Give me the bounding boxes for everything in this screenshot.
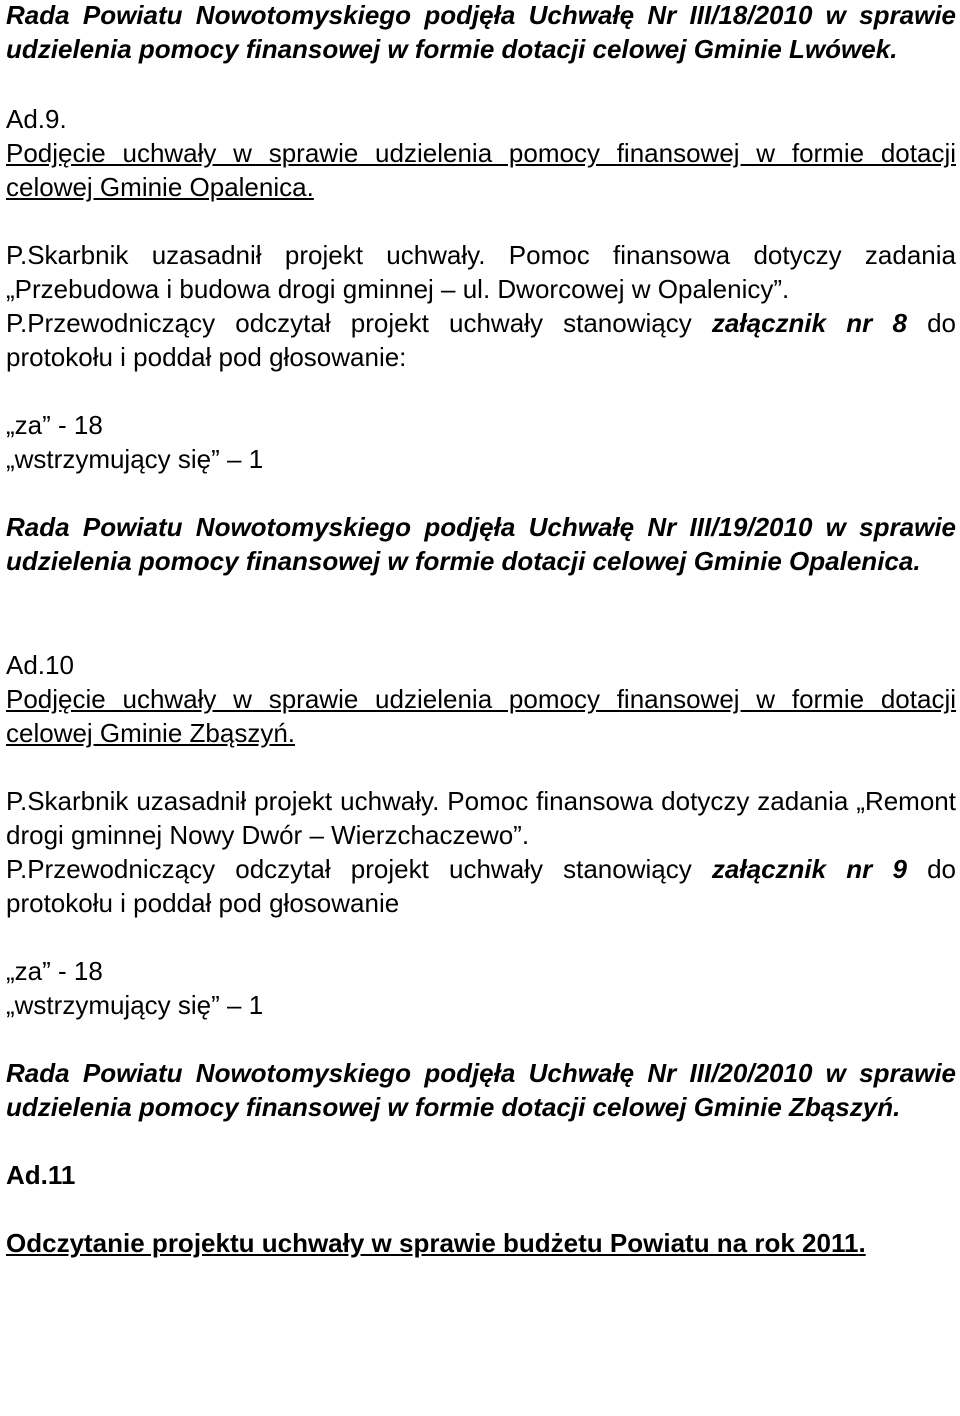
item-9-chair-text — [6, 306, 956, 374]
item-10-chair-text — [6, 852, 956, 920]
resolution-18: Rada Powiatu Nowotomyskiego podjęła Uchwałę Nr III/18/2010 w sprawie udzielenia pomocy finansowej w formie dotacji celowej Gminie Lwówek. — [6, 0, 956, 64]
item-10-treasurer-text: P.Skarbnik uzasadnił projekt uchwały. Pomoc finansowa dotyczy zadania „Remont drogi gminnej Nowy Dwór – Wierzchaczewo”. — [6, 786, 956, 850]
item-10-heading: Podjęcie uchwały w sprawie udzielenia pomocy finansowej w formie dotacji celowej Gminie Zbąszyń. — [6, 684, 956, 748]
item-9-chair-suffix: do protokołu i poddał pod głosowanie: — [6, 308, 957, 372]
item-10-chair-prefix: P.Przewodniczący odczytał projekt uchwały stanowiący — [6, 854, 712, 884]
resolution-20: Rada Powiatu Nowotomyskiego podjęła Uchwałę Nr III/20/2010 w sprawie udzielenia pomocy finansowej w formie dotacji celowej Gminie Zbąszyń. — [6, 1058, 956, 1122]
item-9-number: Ad.9. — [6, 104, 67, 134]
item-10-chair-suffix: do protokołu i poddał pod głosowanie — [6, 854, 957, 918]
item-10-vote-abstain: „wstrzymujący się” – 1 — [6, 990, 264, 1020]
item-9-attachment: załącznik nr 8 — [711, 308, 907, 338]
item-10-vote-for: „za” - 18 — [6, 956, 103, 986]
item-9-vote-abstain: „wstrzymujący się” – 1 — [6, 444, 264, 474]
item-11-number: Ad.11 — [6, 1160, 76, 1190]
item-9-heading: Podjęcie uchwały w sprawie udzielenia pomocy finansowej w formie dotacji celowej Gminie Opalenica. — [6, 138, 956, 202]
item-9-treasurer-text: P.Skarbnik uzasadnił projekt uchwały. Pomoc finansowa dotyczy zadania „Przebudowa i budowa drogi gminnej – ul. Dworcowej w Opalenicy”. — [6, 240, 956, 304]
item-10-attachment: załącznik nr 9 — [711, 854, 907, 884]
resolution-19: Rada Powiatu Nowotomyskiego podjęła Uchwałę Nr III/19/2010 w sprawie udzielenia pomocy finansowej w formie dotacji celowej Gminie Opalenica. — [6, 512, 956, 576]
item-11-heading: Odczytanie projektu uchwały w sprawie budżetu Powiatu na rok 2011. — [6, 1228, 866, 1258]
item-9-chair-prefix: P.Przewodniczący odczytał projekt uchwały stanowiący — [6, 308, 712, 338]
item-9-vote-for: „za” - 18 — [6, 410, 103, 440]
document-page — [6, 0, 956, 1260]
item-10-number: Ad.10 — [6, 650, 74, 680]
